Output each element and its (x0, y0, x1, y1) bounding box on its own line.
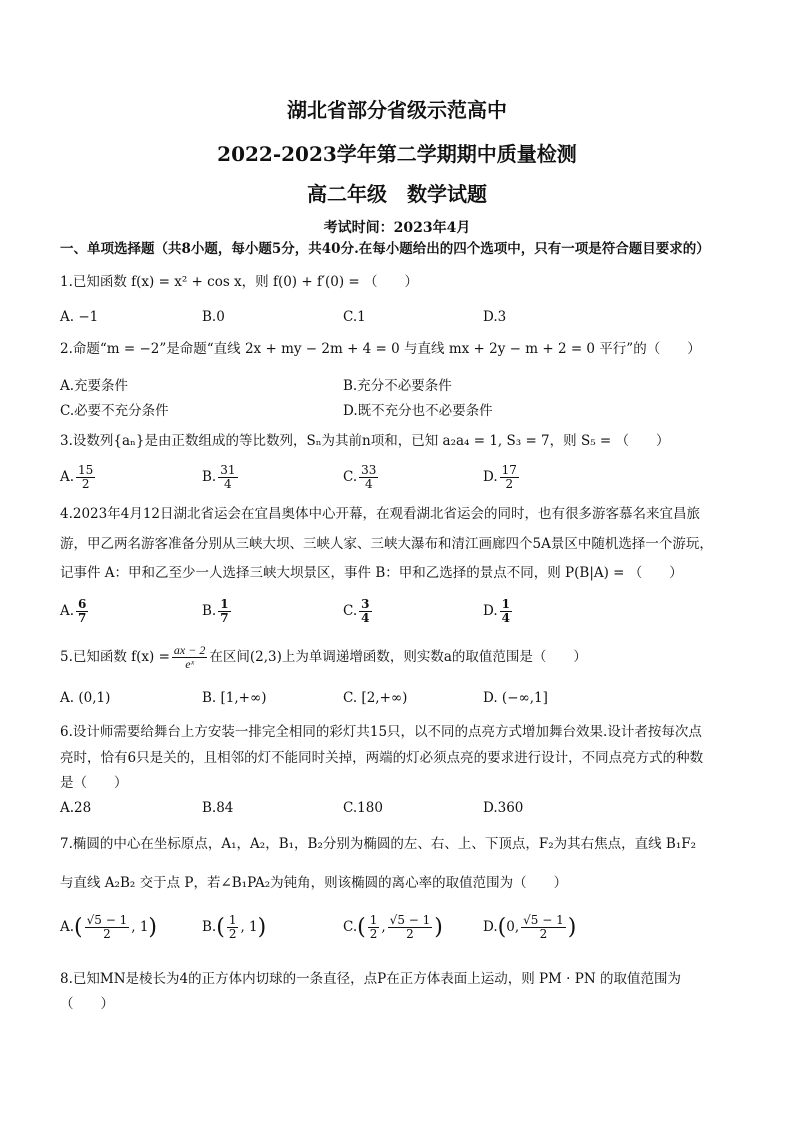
fraction (76, 598, 88, 625)
q1-option-d[interactable]: D.3 (483, 309, 507, 325)
title-school: 湖北省部分省级示范高中 (287, 98, 507, 122)
fraction (218, 464, 237, 491)
paren-left: ( (216, 915, 225, 940)
denominator: 2 (369, 927, 378, 941)
q6-line-3: 是（ ） (60, 775, 128, 791)
numerator: 1 (369, 913, 378, 927)
q8-line-1: 8.已知MN是棱长为4的正方体内切球的一条直径，点P在正方体表面上运动，则 PM · PN 的取值范围为 (60, 971, 681, 987)
denominator: 2 (103, 927, 111, 941)
q7-option-a-tail: , 1 (131, 919, 149, 935)
numerator: 1 (220, 597, 229, 611)
paren-right: ) (434, 915, 443, 940)
q4-line-3: 记事件 A：甲和乙至少一人选择三峡大坝景区，事件 B：甲和乙选择的景点不同，则 P(B|A) = （ ） (60, 565, 683, 581)
section-heading: 一、单项选择题（共8小题，每小题5分，共40分.在每小题给出的四个选项中，只有一项是符合题目要求的） (60, 241, 710, 257)
q1-option-a[interactable]: A. −1 (60, 309, 99, 325)
denominator: 7 (78, 611, 87, 625)
q3-option-d-label: D. (483, 469, 498, 485)
fraction (76, 464, 95, 491)
q4-option-d-label: D. (483, 603, 498, 619)
fraction (218, 598, 230, 625)
q5-option-d[interactable]: D. (−∞,1] (483, 690, 548, 706)
q7-option-d-head: 0, (506, 919, 520, 935)
q7-option-a[interactable] (60, 914, 157, 941)
paren-left: ( (497, 915, 507, 940)
paren-right: ) (148, 915, 158, 940)
q7-option-d[interactable] (483, 914, 576, 941)
fraction (500, 598, 512, 625)
q4-option-a[interactable] (60, 598, 90, 625)
denominator: eˣ (185, 657, 194, 671)
fraction (359, 464, 378, 491)
q2-stem: 2.命题“m = −2”是命题“直线 2x + my − 2m + 4 = 0 与直线 mx + 2y − m + 2 = 0 平行”的（ ） (60, 341, 701, 357)
q1-option-c[interactable]: C.1 (343, 309, 366, 325)
q2-option-a[interactable]: A.充要条件 (60, 378, 129, 394)
q6-option-b[interactable]: B.84 (202, 800, 234, 816)
denominator: 2 (406, 927, 414, 941)
exam-time: 考试时间：2023年4月 (323, 220, 471, 236)
denominator: 4 (361, 611, 370, 625)
q7-option-b[interactable] (202, 914, 266, 941)
fraction (172, 644, 207, 671)
q3-option-b[interactable] (202, 464, 240, 491)
q6-line-2: 亮时，恰有6只是关的，且相邻的灯不能同时关掉，两端的灯必须点亮的要求进行设计，不同点亮方式的种数 (60, 750, 704, 766)
q7-option-b-tail: , 1 (240, 919, 258, 935)
q4-option-d[interactable] (483, 598, 514, 625)
title-subject: 高二年级 数学试题 (307, 182, 487, 206)
numerator: 1 (501, 597, 510, 611)
q3-stem: 3.设数列{aₙ}是由正数组成的等比数列，Sₙ为其前n项和，已知 a₂a₄ = 1, S₃ = 7，则 S₅ = （ ） (60, 433, 670, 449)
q5-stem (60, 642, 587, 672)
denominator: 4 (364, 477, 373, 491)
paren-left: ( (74, 915, 83, 940)
paren-right: ) (257, 915, 267, 940)
fraction (368, 914, 380, 941)
q2-option-c[interactable]: C.必要不充分条件 (60, 403, 169, 419)
q3-option-b-label: B. (202, 469, 217, 485)
fraction (521, 914, 566, 941)
q3-option-a-label: A. (60, 469, 75, 485)
q2-option-d[interactable]: D.既不充分也不必要条件 (343, 403, 493, 419)
numerator: 1 (228, 913, 237, 927)
numerator: 6 (78, 597, 87, 611)
q3-option-a[interactable] (60, 464, 97, 491)
q5-stem-post: 在区间(2,3)上为单调递增函数，则实数a的取值范围是（ ） (209, 649, 587, 665)
q7-option-c-label: C. (343, 919, 358, 935)
q7-option-c[interactable]: C.( $\frac{1}{2}$ , $\frac{√5 - 1}{2}$ ) (343, 913, 443, 941)
numerator: 3 (361, 597, 370, 611)
denominator: 2 (81, 477, 90, 491)
q6-option-a[interactable]: A.28 (60, 800, 92, 816)
q5-option-a[interactable]: A. (0,1) (60, 690, 111, 706)
q7-line-2: 与直线 A₂B₂ 交于点 P，若∠B₁PA₂为钝角，则该椭圆的离心率的取值范围为（ ） (60, 875, 568, 891)
q6-option-d[interactable]: D.360 (483, 800, 524, 816)
fraction (500, 464, 519, 491)
denominator: 7 (220, 611, 229, 625)
denominator: 2 (228, 927, 237, 941)
numerator: 31 (220, 463, 236, 477)
fraction (85, 914, 130, 941)
fraction (388, 914, 433, 941)
numerator: √5 − 1 (523, 913, 564, 927)
numerator: ax − 2 (173, 643, 206, 657)
fraction (359, 598, 371, 625)
q4-option-b-label: B. (202, 603, 217, 619)
q5-option-b[interactable]: B. [1,+∞) (202, 690, 267, 706)
q2-option-b[interactable]: B.充分不必要条件 (343, 378, 452, 394)
numerator: √5 − 1 (86, 913, 128, 927)
q3-option-c-label: C. (343, 469, 358, 485)
q7-option-a-label: A. (60, 919, 75, 935)
denominator: 2 (539, 927, 548, 941)
q7-option-d-label: D. (483, 919, 498, 935)
q5-option-c[interactable]: C. [2,+∞) (343, 690, 408, 706)
q1-option-b[interactable]: B.0 (202, 309, 225, 325)
q4-line-1: 4.2023年4月12日湖北省运会在宜昌奥体中心开幕，在观看湖北省运会的同时，也有很多游客慕名来宜昌旅 (60, 506, 701, 522)
q7-option-b-label: B. (202, 919, 217, 935)
denominator: 4 (224, 477, 232, 491)
q5-stem-pre: 5.已知函数 f(x) = (60, 649, 170, 665)
numerator: 33 (361, 463, 377, 477)
q8-line-2: （ ） (60, 996, 114, 1012)
q4-option-a-label: A. (60, 603, 75, 619)
q6-option-c[interactable]: C.180 (343, 800, 383, 816)
title-term: 2022-2023学年第二学期期中质量检测 (217, 142, 577, 166)
paren-left: ( (357, 915, 366, 940)
paren-right: ) (567, 915, 577, 940)
q4-option-c[interactable] (343, 598, 374, 625)
numerator: 15 (78, 463, 94, 477)
q4-option-c-label: C. (343, 603, 358, 619)
numerator: √5 − 1 (389, 913, 431, 927)
numerator: 17 (501, 463, 517, 477)
q3-option-c[interactable] (343, 464, 380, 491)
q4-option-b[interactable] (202, 598, 233, 625)
q6-line-1: 6.设计师需要给舞台上方安装一排完全相同的彩灯共15只，以不同的点亮方式增加舞台效果.设计者按每次点 (60, 724, 702, 740)
q4-line-2: 游，甲乙两名游客准备分别从三峡大坝、三峡人家、三峡大瀑布和清江画廊四个5A景区中随机选择一个游玩， (60, 536, 713, 552)
denominator: 4 (501, 611, 510, 625)
q7-line-1: 7.椭圆的中心在坐标原点，A₁，A₂，B₁，B₂分别为椭圆的左、右、上、下顶点，F₂为其右焦点，直线 B₁F₂ (60, 836, 697, 852)
fraction (227, 914, 239, 941)
q3-option-d[interactable] (483, 464, 521, 491)
q1-stem: 1.已知函数 f(x) = x² + cos x，则 f(0) + f′(0) = （ ） (60, 274, 419, 290)
denominator: 2 (505, 477, 514, 491)
